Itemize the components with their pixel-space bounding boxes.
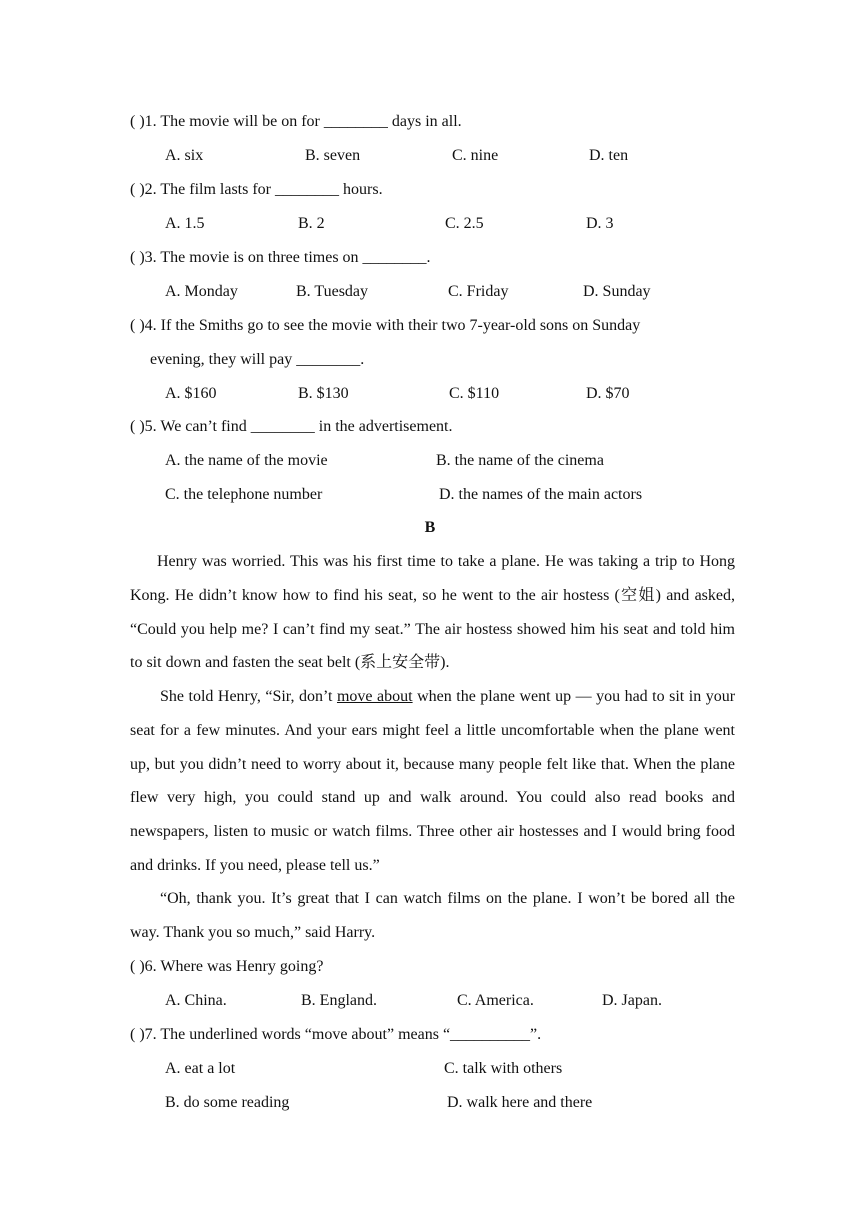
passage-paragraph-2 [130, 680, 735, 883]
q6-option-d: D. Japan. [602, 992, 662, 1009]
q4-option-c: C. $110 [449, 385, 500, 402]
q1-option-c: C. nine [452, 147, 499, 164]
q4-option-b: B. $130 [298, 385, 349, 402]
question-4-stem: ( )4. If the Smiths go to see the movie with their two 7-year-old sons on Sunday [130, 317, 641, 334]
q1-option-b: B. seven [305, 147, 361, 164]
q3-option-d: D. Sunday [583, 283, 651, 300]
q2-option-d: D. 3 [586, 215, 614, 232]
question-4-stem-continued: evening, they will pay ________. [150, 351, 365, 368]
paragraph-2-text-start: She told Henry, “Sir, don’t [160, 688, 337, 705]
passage-paragraph-1: Henry was worried. This was his first time to take a plane. He was taking a trip to Hong Kong. He didn’t know how to find his seat, so he went to the air hostess (空姐) and asked, “Could you help me? I can’t find my seat.” The air hostess showed him his seat and told him to sit down and fasten the seat belt (系上安全带). [130, 553, 735, 672]
q2-option-c: C. 2.5 [445, 215, 484, 232]
underlined-phrase: move about [336, 688, 413, 705]
q7-option-b: B. do some reading [165, 1094, 290, 1111]
question-7-stem [130, 1025, 541, 1045]
q1-option-a: A. six [165, 147, 204, 164]
q2-option-a: A. 1.5 [165, 215, 205, 232]
q7-option-d: D. walk here and there [447, 1094, 593, 1111]
q6-option-a: A. China. [165, 992, 227, 1009]
question-6-stem: ( )6. Where was Henry going? [130, 958, 324, 975]
q5-option-a: A. the name of the movie [165, 452, 328, 469]
q7-option-c: C. talk with others [444, 1060, 563, 1077]
question-5-stem: ( )5. We can’t find ________ in the advertisement. [130, 418, 453, 435]
question-2-stem: ( )2. The film lasts for ________ hours. [130, 181, 383, 198]
q5-option-b: B. the name of the cinema [436, 452, 604, 469]
q7-answer-blank: __________ [450, 1026, 531, 1043]
q5-option-c: C. the telephone number [165, 486, 323, 503]
question-3-stem: ( )3. The movie is on three times on ________. [130, 249, 431, 266]
q4-option-d: D. $70 [586, 385, 630, 402]
q3-option-c: C. Friday [448, 283, 509, 300]
q1-option-d: D. ten [589, 147, 629, 164]
passage-paragraph-3: “Oh, thank you. It’s great that I can watch films on the plane. I won’t be bored all the way. Thank you so much,” said Harry. [130, 890, 735, 941]
q2-option-b: B. 2 [298, 215, 325, 232]
question-1-stem: ( )1. The movie will be on for ________ days in all. [130, 113, 462, 130]
q4-option-a: A. $160 [165, 385, 217, 402]
section-b-heading: B [424, 519, 436, 536]
q3-option-b: B. Tuesday [296, 283, 369, 300]
q7-option-a: A. eat a lot [165, 1060, 236, 1077]
q6-option-c: C. America. [457, 992, 534, 1009]
paragraph-2-text-end: when the plane went up — you had to sit in your seat for a few minutes. And your ears might feel a little uncomfortable when the plane went up, but you didn’t need to worry about it, because many people felt like that. When the plane flew very high, you could stand up and walk around. You could also read books and newspapers, listen to music or watch films. Three other air hostesses and I would bring food and drinks. If you need, please tell us.” [130, 688, 736, 874]
q7-stem-end: ”. [530, 1026, 542, 1043]
q7-stem-start: ( )7. The underlined words “move about” means “ [130, 1026, 451, 1043]
q6-option-b: B. England. [301, 992, 377, 1009]
q5-option-d: D. the names of the main actors [439, 486, 643, 503]
q3-option-a: A. Monday [165, 283, 238, 300]
